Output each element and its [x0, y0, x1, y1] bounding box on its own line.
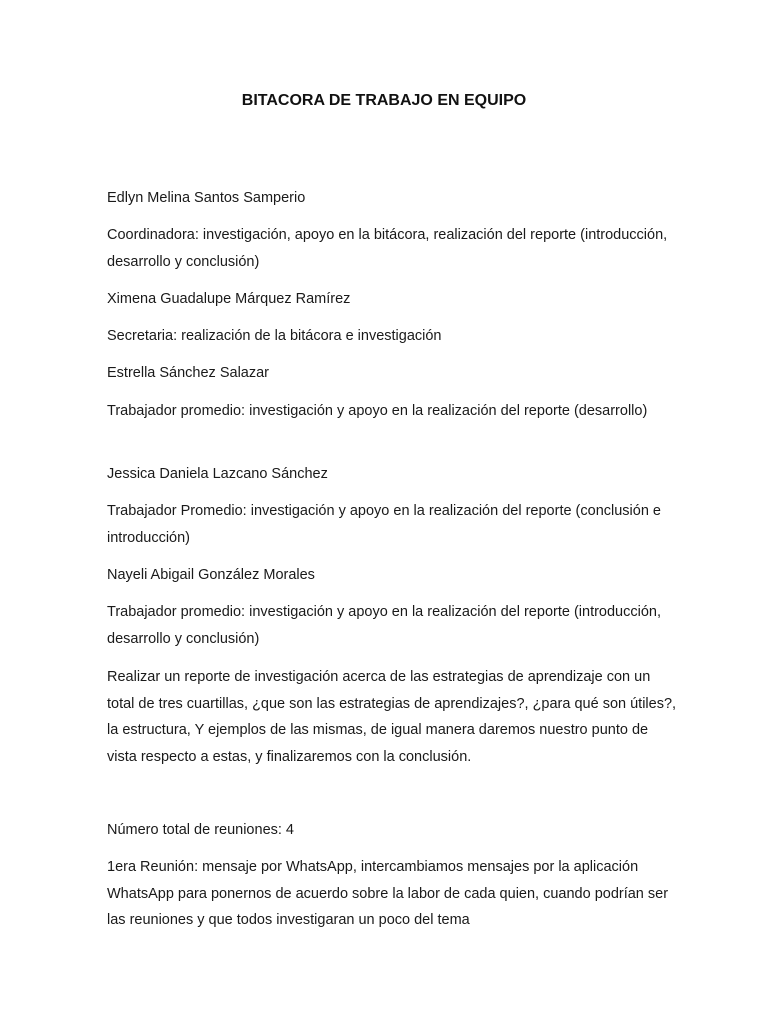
meetings-total: Número total de reuniones: 4: [107, 822, 294, 838]
member-role: Trabajador promedio: investigación y apoyo en la realización del reporte (introducción, desarrollo y conclusión): [107, 604, 661, 647]
member-role: Coordinadora: investigación, apoyo en la bitácora, realización del reporte (introducción, desarrollo y conclusión): [107, 227, 668, 270]
member-name: Estrella Sánchez Salazar: [107, 365, 269, 381]
member-name: Jessica Daniela Lazcano Sánchez: [107, 466, 328, 482]
member-name: Edlyn Melina Santos Samperio: [107, 190, 306, 206]
meeting-1-paragraph: 1era Reunión: mensaje por WhatsApp, intercambiamos mensajes por la aplicación WhatsApp para ponernos de acuerdo sobre la labor de cada quien, cuando podrían ser las reuniones y que todos investigaran un poco del tema: [107, 859, 669, 928]
document-title: BITACORA DE TRABAJO EN EQUIPO: [241, 92, 527, 109]
member-name: Ximena Guadalupe Márquez Ramírez: [107, 291, 351, 307]
member-role: Trabajador promedio: investigación y apoyo en la realización del reporte (desarrollo): [107, 403, 648, 419]
member-role: Secretaria: realización de la bitácora e investigación: [107, 328, 442, 344]
objective-paragraph: Realizar un reporte de investigación acerca de las estrategias de aprendizaje con un total de tres cuartillas, ¿que son las estrategias de aprendizajes?, ¿para qué son útiles?, la estructura, Y ejemplos de las mismas, de igual manera daremos nuestro punto de vista respecto a estas, y finalizaremos con la conclusión.: [107, 669, 677, 765]
member-role: Trabajador Promedio: investigación y apoyo en la realización del reporte (conclusión e introducción): [107, 503, 661, 546]
member-name: Nayeli Abigail González Morales: [107, 567, 315, 583]
